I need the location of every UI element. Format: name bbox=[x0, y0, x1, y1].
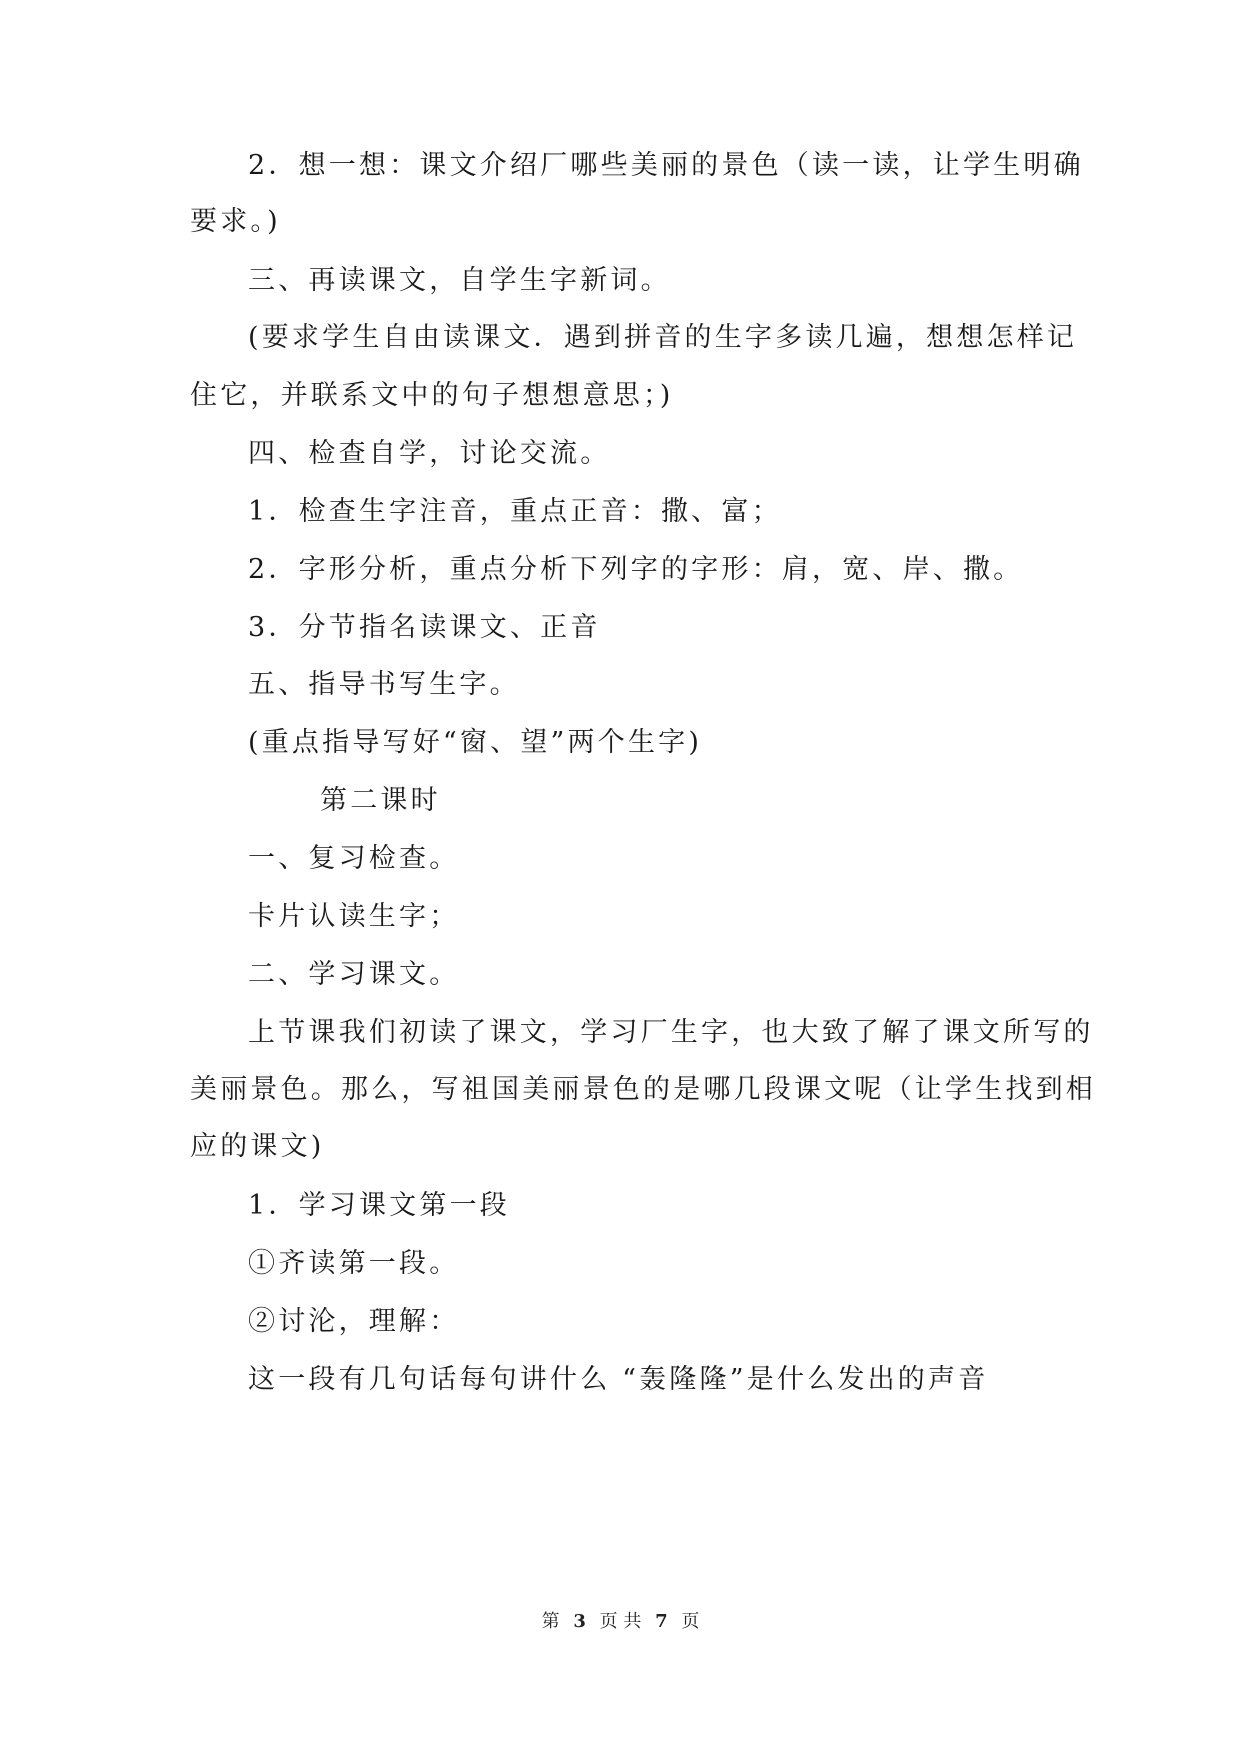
footer-suffix: 页 bbox=[681, 1611, 700, 1632]
section-heading: 二、学习课文。 bbox=[248, 959, 460, 990]
paragraph-line: 应的课文) bbox=[190, 1131, 325, 1162]
paragraph-line: (要求学生自由读课文．遇到拼音的生字多读几遍，想想怎样记 bbox=[248, 322, 1078, 353]
section-heading: 三、再读课文，自学生字新词。 bbox=[248, 265, 671, 296]
footer-middle: 页 共 bbox=[599, 1611, 642, 1632]
paragraph-line: 2．想一想：课文介绍厂哪些美丽的景色（读一读，让学生明确 bbox=[248, 150, 1084, 181]
section-heading: 四、检查自学，讨论交流。 bbox=[248, 438, 611, 469]
footer-page-number: 3 bbox=[573, 1611, 586, 1632]
list-item: 1．检查生字注音，重点正音：撒、富； bbox=[248, 496, 782, 527]
section-heading: 五、指导书写生字。 bbox=[248, 669, 520, 700]
paragraph-line: 住它，并联系文中的句子想想意思；) bbox=[190, 380, 674, 411]
lesson-heading: 第二课时 bbox=[320, 785, 441, 816]
footer-total-pages: 7 bbox=[655, 1611, 668, 1632]
paragraph-line: 这一段有几句话每句讲什么 “轰隆隆”是什么发出的声音 bbox=[248, 1364, 989, 1395]
page-footer bbox=[0, 1610, 1241, 1634]
paragraph-line: 要求。) bbox=[190, 206, 281, 237]
paragraph-line: (重点指导写好“窗、望”两个生字) bbox=[248, 727, 703, 758]
paragraph-line: 美丽景色。那么，写祖国美丽景色的是哪几段课文呢（让学生找到相 bbox=[190, 1074, 1096, 1105]
list-item: 1．学习课文第一段 bbox=[248, 1190, 510, 1221]
list-item: 2．字形分析，重点分析下列字的字形：肩，宽、岸、撒。 bbox=[248, 554, 1024, 585]
paragraph-line: 上节课我们初读了课文，学习厂生字，也大致了解了课文所写的 bbox=[248, 1017, 1094, 1048]
section-heading: 一、复习检查。 bbox=[248, 843, 460, 874]
paragraph-line: 卡片认读生字； bbox=[248, 901, 460, 932]
list-item: 3．分节指名读课文、正音 bbox=[248, 612, 601, 643]
footer-prefix: 第 bbox=[541, 1611, 560, 1632]
list-item: ①齐读第一段。 bbox=[248, 1248, 460, 1279]
list-item: ②讨沦，理解： bbox=[248, 1306, 460, 1337]
